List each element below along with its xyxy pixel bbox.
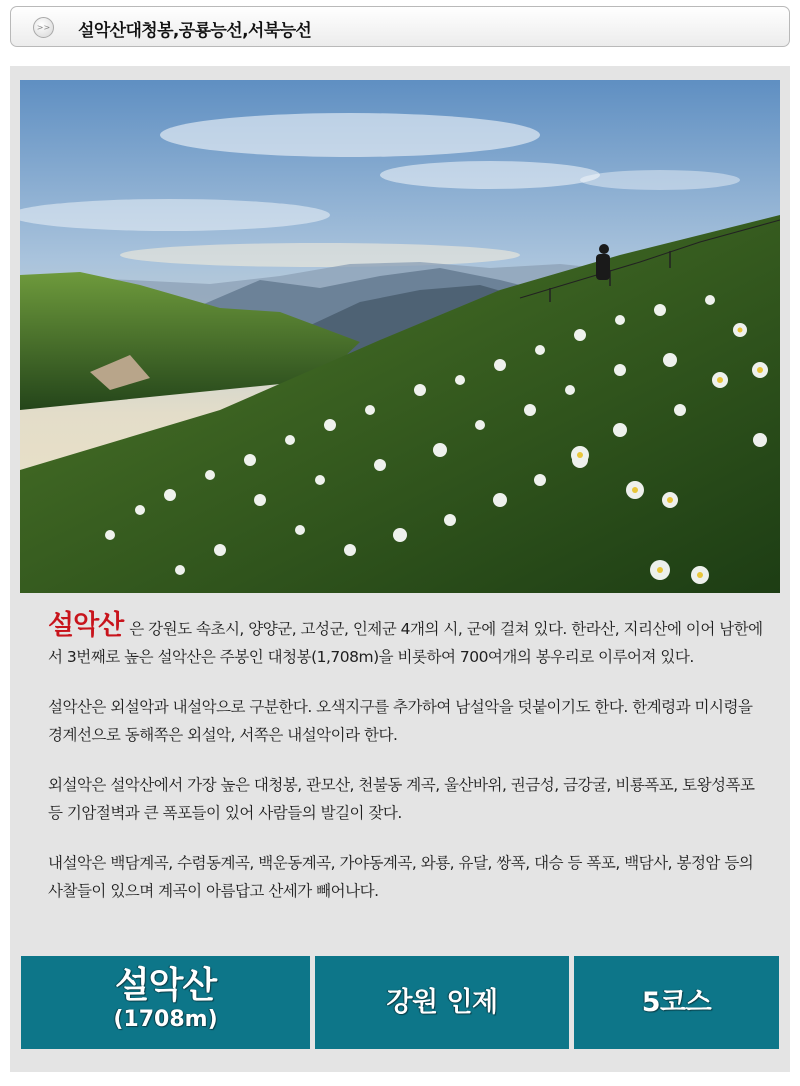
info-location-label: 강원 인제	[386, 987, 498, 1018]
mountain-description	[48, 612, 768, 927]
mountain-photo	[20, 80, 780, 593]
page-title: 설악산대청봉,공룡능선,서북능선	[78, 21, 312, 41]
description-paragraph: 외설악은 설악산에서 가장 높은 대청봉, 관모산, 천불동 계곡, 울산바위, 권금성, 금강굴, 비룡폭포, 토왕성폭포 등 기암절벽과 큰 폭포들이 있어 사람들의 발길이 잦다.	[48, 776, 755, 822]
info-mountain-name	[21, 956, 310, 1049]
description-paragraph	[48, 612, 768, 671]
info-courses-label: 5코스	[641, 987, 712, 1018]
info-course-count	[574, 956, 779, 1049]
info-name-label: 설악산	[114, 965, 217, 1006]
info-altitude-label: (1708m)	[113, 1007, 218, 1032]
description-text: 은 강원도 속초시, 양양군, 고성군, 인제군 4개의 시, 군에 걸쳐 있다. 한라산, 지리산에 이어 남한에서 3번째로 높은 설악산은 주봉인 대청봉(1,708m)을 비롯하여 700여개의 봉우리로 이루어져 있다.	[48, 620, 763, 666]
info-location	[315, 956, 569, 1049]
description-paragraph: 내설악은 백담계곡, 수렴동계곡, 백운동계곡, 가야동계곡, 와룡, 유달, 쌍폭, 대승 등 폭포, 백담사, 봉정암 등의 사찰들이 있으며 계곡이 아름답고 산세가 빼어나다.	[48, 854, 754, 900]
description-paragraph: 설악산은 외설악과 내설악으로 구분한다. 오색지구를 추가하여 남설악을 덧붙이기도 한다. 한계령과 미시령을 경계선으로 동해쪽은 외설악, 서쪽은 내설악이라 한다.	[48, 698, 753, 744]
mountain-name-highlight: 설악산	[48, 610, 124, 641]
title-bar	[10, 6, 790, 47]
double-chevron-right-icon: >>	[33, 17, 54, 38]
